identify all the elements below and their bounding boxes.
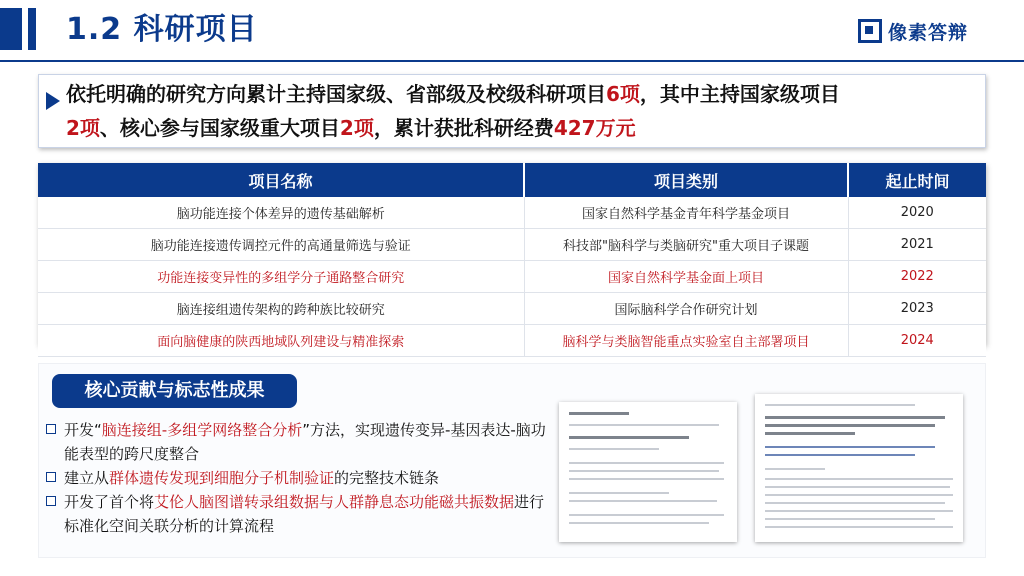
paper-line (765, 424, 935, 427)
paper-line (765, 454, 915, 456)
table-row (38, 229, 986, 261)
logo-icon (858, 19, 882, 43)
summary-part: 、核心参与国家级重大项目 (99, 116, 340, 140)
paper-line (765, 468, 825, 470)
paper-line (569, 424, 719, 426)
project-category-cell: 国家自然科学基金青年科学基金项目 (524, 197, 848, 229)
contribution-list (46, 418, 546, 538)
paper-line (569, 522, 709, 524)
bullet-text: 进行标准化空间关联分析的计算流程 (64, 493, 545, 535)
paper-line (569, 448, 659, 450)
checkbox-bullet-icon (46, 424, 56, 434)
project-year-cell: 2024 (848, 325, 986, 357)
paper-line (569, 436, 689, 439)
summary-part: 依托明确的研究方向累计主持国家级、省部级及校级科研项目 (66, 82, 606, 106)
arrow-bullet-icon (46, 92, 60, 110)
table-row (38, 293, 986, 325)
column-header-name: 项目名称 (38, 163, 524, 197)
summary-highlight: 2项 (339, 116, 374, 140)
project-table-container (38, 163, 986, 350)
project-name-cell: 功能连接变异性的多组学分子通路整合研究 (38, 261, 524, 293)
project-name-cell: 脑功能连接遗传调控元件的高通量筛选与验证 (38, 229, 524, 261)
table-row-highlight (38, 325, 986, 357)
paper-line (765, 404, 915, 406)
bullet-highlight: 群体遗传发现到细胞分子机制验证 (109, 469, 335, 487)
summary-part: ，累计获批科研经费 (373, 116, 554, 140)
paper-line (569, 492, 669, 494)
project-category-cell: 科技部"脑科学与类脑研究"重大项目子课题 (524, 229, 848, 261)
brand-logo (858, 16, 968, 46)
paper-line (569, 412, 629, 415)
table-row (38, 197, 986, 229)
paper-line (765, 486, 950, 488)
contribution-title-badge: 核心贡献与标志性成果 (52, 374, 297, 408)
paper-line (765, 518, 935, 520)
paper-line (765, 416, 945, 419)
paper-line (765, 478, 953, 480)
summary-highlight: 2项 (66, 116, 100, 140)
list-item (46, 418, 546, 466)
paper-line (765, 526, 953, 528)
column-header-period: 起止时间 (848, 163, 986, 197)
paper-line (765, 494, 953, 496)
summary-part: ，其中主持国家级项目 (639, 82, 840, 106)
list-item (46, 466, 546, 490)
project-name-cell: 脑连接组遗传架构的跨种族比较研究 (38, 293, 524, 325)
table-header-row (38, 163, 986, 197)
header-accent-bar (0, 8, 22, 50)
paper-line (569, 462, 724, 464)
header-accent-bar-thin (28, 8, 36, 50)
project-name-cell: 面向脑健康的陕西地域队列建设与精准探索 (38, 325, 524, 357)
bullet-text: 的完整技术链条 (334, 469, 440, 487)
bullet-text: 开发了首个将 (64, 493, 155, 511)
paper-line (765, 510, 953, 512)
project-name-cell: 脑功能连接个体差异的遗传基础解析 (38, 197, 524, 229)
paper-line (765, 432, 855, 435)
checkbox-bullet-icon (46, 472, 56, 482)
summary-text (66, 77, 982, 145)
paper-line (765, 446, 935, 448)
table-row-highlight (38, 261, 986, 293)
page-title: 1.2 科研项目 (66, 12, 258, 47)
bullet-highlight: 艾伦人脑图谱转录组数据与人群静息态功能磁共振数据 (154, 493, 515, 511)
summary-highlight: 6项 (606, 82, 640, 106)
bullet-highlight: 脑连接组-多组学网络整合分析 (101, 421, 303, 439)
bullet-text: 建立从 (64, 469, 110, 487)
project-table (38, 163, 986, 357)
paper-line (765, 502, 945, 504)
checkbox-bullet-icon (46, 496, 56, 506)
paper-line (569, 470, 719, 472)
column-header-category: 项目类别 (524, 163, 848, 197)
summary-highlight: 427万元 (553, 116, 636, 140)
paper-line (569, 500, 717, 502)
project-year-cell: 2020 (848, 197, 986, 229)
project-year-cell: 2021 (848, 229, 986, 261)
project-year-cell: 2022 (848, 261, 986, 293)
bullet-text: 开发“ (64, 421, 102, 439)
header-divider (0, 60, 1024, 62)
paper-thumbnail-1 (559, 402, 737, 542)
list-item (46, 490, 546, 538)
paper-line (569, 478, 724, 480)
paper-line (569, 514, 724, 516)
project-category-cell: 国际脑科学合作研究计划 (524, 293, 848, 325)
project-category-cell: 脑科学与类脑智能重点实验室自主部署项目 (524, 325, 848, 357)
logo-text: 像素答辩 (888, 21, 969, 44)
project-category-cell: 国家自然科学基金面上项目 (524, 261, 848, 293)
bullet-text: ”方法，实现遗传变异-基因表达-脑功能表型的跨尺度整合 (64, 421, 546, 463)
project-year-cell: 2023 (848, 293, 986, 325)
paper-thumbnail-2 (755, 394, 963, 542)
